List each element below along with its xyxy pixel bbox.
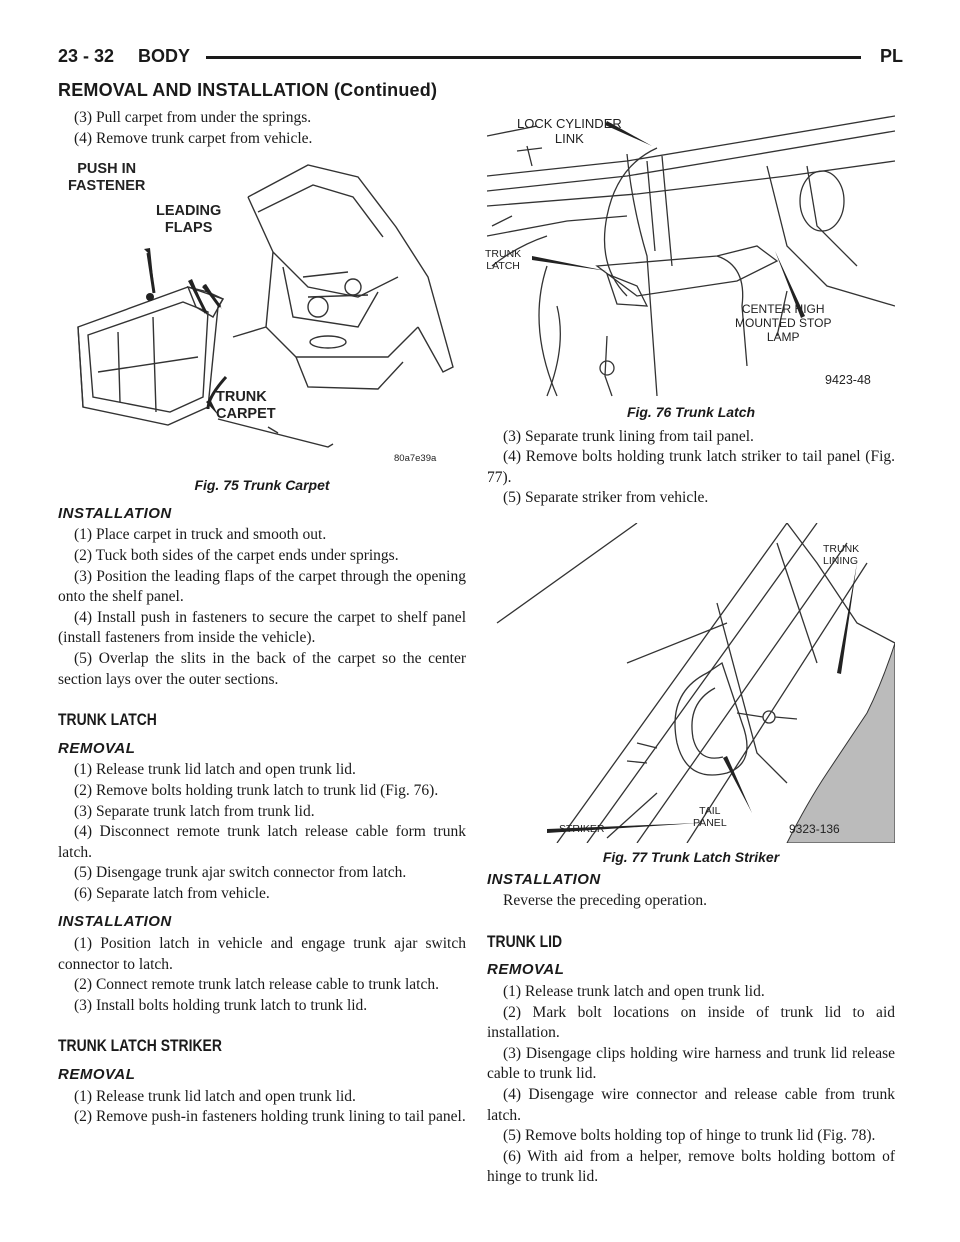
step-text: (1) Position latch in vehicle and engage trunk ajar switch connector to latch. [58,935,466,973]
section-title: BODY [138,46,191,66]
page-number: 23 - 32 [58,46,115,66]
label-tail-panel: TAIL PANEL [693,804,727,829]
figure-75-caption: Fig. 75 Trunk Carpet [194,477,330,494]
step-text: (5) Overlap the slits in the back of the carpet so the center section lays over the outer sections. [58,649,466,688]
heading-trunk-latch: TRUNK LATCH [58,710,157,730]
step-text: (2) Mark bolt locations on inside of trunk lid to aid installation. [487,1003,895,1042]
heading-trunk-lid: TRUNK LID [487,931,563,951]
left-column [58,108,466,1128]
step-text: (4) Disconnect remote trunk latch release cable form trunk latch. [58,823,466,861]
figure-75 [58,157,466,475]
step-text: (4) Disengage wire connector and release cable from trunk latch. [487,1085,895,1124]
label-lock-cylinder-link: LOCK CYLINDER LINK [517,116,622,146]
step-text: (1) Release trunk lid latch and open trunk lid. [74,1087,356,1105]
page-header [58,46,903,74]
label-trunk-carpet: TRUNK CARPET [216,389,276,423]
figure-76-caption: Fig. 76 Trunk Latch [626,404,756,420]
step-text: (1) Release trunk latch and open trunk lid. [503,982,765,1000]
figure-ref-code: 80a7e39a [394,453,437,465]
step-text: (3) Disengage clips holding wire harness and trunk lid release cable to trunk lid. [487,1044,895,1083]
step-text: (1) Place carpet in truck and smooth out. [74,526,327,544]
figure-76 [487,106,895,406]
step-text: (6) Separate latch from vehicle. [74,884,270,902]
step-text: (6) With aid from a helper, remove bolts holding bottom of hinge to trunk lid. [487,1147,895,1186]
step-text: (4) Remove bolts holding trunk latch striker to tail panel (Fig. 77). [487,448,895,486]
label-trunk-latch: TRUNK LATCH [485,248,522,272]
step-text: (3) Separate trunk latch from trunk lid. [74,802,315,820]
label-trunk-lining: TRUNK LINING [823,542,860,567]
step-text: (3) Install bolts holding trunk latch to trunk lid. [74,996,368,1014]
subheading-installation: INSTALLATION [487,870,601,888]
right-column [487,106,895,1188]
step-text: (2) Remove bolts holding trunk latch to trunk lid (Fig. 76). [74,781,439,799]
step-text: (4) Install push in fasteners to secure the carpet to shelf panel (install fasteners from inside the vehicle). [58,608,466,647]
subheading-removal: REMOVAL [487,961,565,979]
trunk-latch-illustration [487,106,895,406]
figure-77-caption: Fig. 77 Trunk Latch Striker [602,848,780,865]
step-text: (4) Remove trunk carpet from vehicle. [74,129,313,147]
label-striker: STRIKER [559,822,605,835]
step-text: (3) Separate trunk lining from tail panel. [503,427,754,445]
figure-77 [487,523,895,843]
step-text: (2) Remove push-in fasteners holding trunk lining to tail panel. [74,1108,466,1126]
step-text: (1) Release trunk lid latch and open trunk lid. [74,761,356,779]
trunk-latch-striker-illustration [487,523,895,843]
step-text: (5) Separate striker from vehicle. [503,489,709,507]
step-text: (3) Pull carpet from under the springs. [74,109,312,126]
label-chmsl: CENTER HIGH MOUNTED STOP LAMP [735,302,832,344]
subheading-removal: REMOVAL [58,1066,136,1084]
label-leading-flaps: LEADING FLAPS [156,203,222,237]
subheading-installation: INSTALLATION [58,913,172,931]
label-push-in-fastener: PUSH IN FASTENER [68,161,146,195]
heading-trunk-latch-striker: TRUNK LATCH STRIKER [58,1036,222,1056]
subheading-installation: INSTALLATION [58,504,172,522]
header-rule [206,56,861,59]
step-text: Reverse the preceding operation. [503,892,707,910]
section-code: PL [879,46,903,66]
step-text: (2) Connect remote trunk latch release cable to trunk latch. [74,976,439,994]
step-text: (5) Remove bolts holding top of hinge to trunk lid (Fig. 78). [503,1127,876,1145]
subheading-removal: REMOVAL [58,739,136,757]
step-text: (3) Position the leading flaps of the carpet through the opening onto the shelf panel. [58,567,466,606]
step-text: (5) Disengage trunk ajar switch connector from latch. [74,864,407,882]
step-text: (2) Tuck both sides of the carpet ends under springs. [74,546,399,564]
continued-title: REMOVAL AND INSTALLATION (Continued) [58,80,438,100]
figure-ref-code: 9423-48 [825,373,871,387]
figure-ref-code: 9323-136 [789,821,840,836]
